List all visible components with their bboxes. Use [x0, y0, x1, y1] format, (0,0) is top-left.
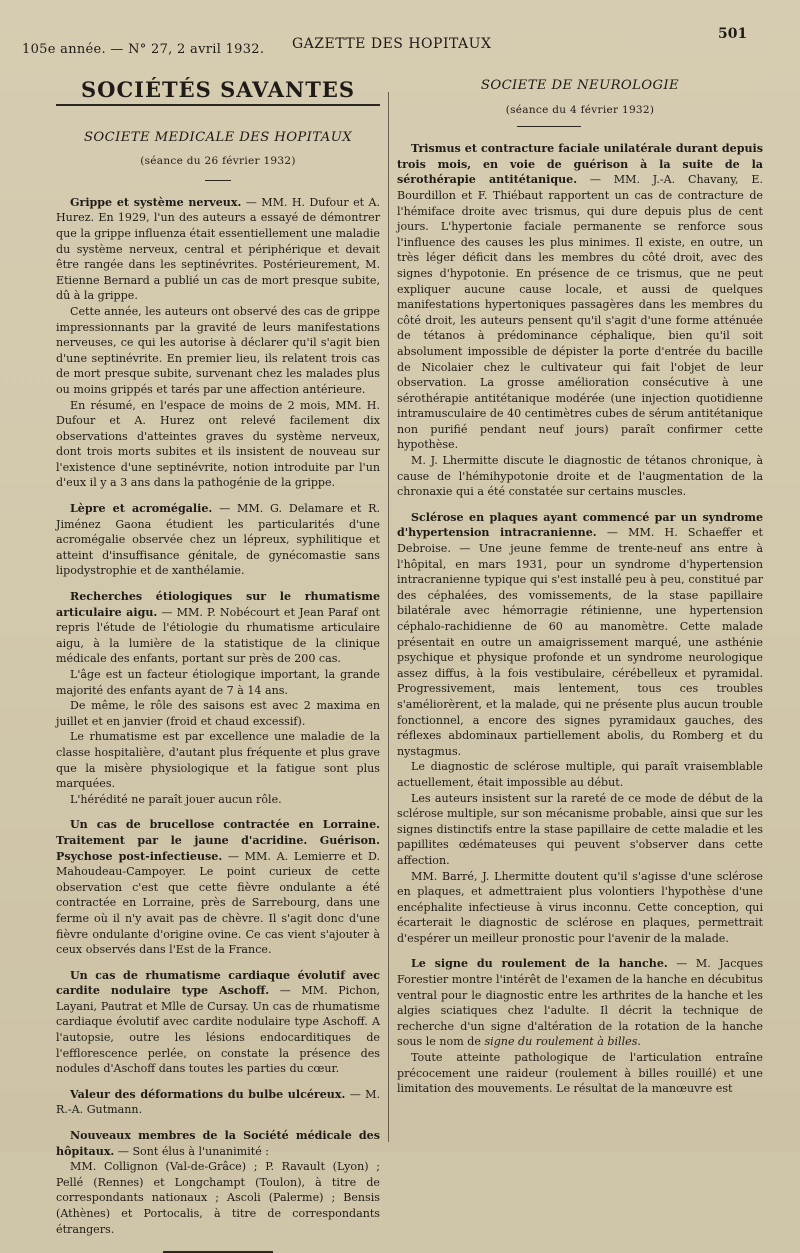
- article-text: — Sont élus à l'unanimité :: [117, 1144, 270, 1158]
- paragraph: Toute atteinte pathologique de l'articulation entraîne précocement une raideur (roulement à billes rouillé) et une limitation des mouvements. Le résultat de la manœuvre est: [397, 1051, 763, 1096]
- paragraph: Le diagnostic de sclérose multiple, qui paraît vraisemblable actuellement, était impossible au début.: [397, 760, 763, 789]
- paragraph: Les auteurs insistent sur la rareté de ce mode de début de la sclérose multiple, sur son mécanisme probable, ainsi que sur les signes distinctifs entre la stase papillaire de cette maladie et les papillites œdémateuses qui peuvent s'observer dans cette affection.: [397, 791, 763, 867]
- article-title: Recherches étiologiques sur le rhumatisme articulaire aigu.: [56, 590, 380, 619]
- paragraph: De même, le rôle des saisons est avec 2 maxima en juillet et en janvier (froid et chaud excessif).: [56, 699, 380, 728]
- article-title: Grippe et système nerveux.: [70, 195, 242, 209]
- paragraph: MM. Barré, J. Lhermitte doutent qu'il s'agisse d'une sclérose en plaques, et admettraient plus volontiers l'hypothèse d'une encéphalite infectieuse à virus inconnu. Cette conception, qui écarterait le diagnostic de sclérose en plaques, permettrait d'espérer un meilleur pronostic pour l'avenir de la malade.: [397, 869, 763, 945]
- article-rhumatisme: [56, 589, 380, 807]
- article-bulbe: [56, 1087, 380, 1118]
- paragraph: Le rhumatisme est par excellence une maladie de la classe hospitalière, d'autant plus fréquente et plus grave que la misère physiologique et la fatigue sont plus marquées.: [56, 730, 380, 791]
- right-column: [397, 78, 763, 1097]
- article-brucellose: [56, 817, 380, 957]
- article-text: — M. Jacques Forestier montre l'intérêt de l'examen de la hanche en décubitus ventral pour le diagnostic entre les arthrites de la hanche et les algies sciatiques chez l'adulte. Il décrit la technique de recherche d'un signe d'altération de la rotation de la hanche sous le nom de: [397, 957, 764, 1049]
- paragraph: Cette année, les auteurs ont observé des cas de grippe impressionnants par la gravité de leurs manifestations nerveuses, ce qui les autorise à déclarer qu'il s'agit bien d'une septinévrite. En premier lieu, ils relatent trois cas de mort presque subite, survenant chez les malades plus ou moins grippés et tarés par une affection antérieure.: [56, 304, 380, 396]
- article-title: Sclérose en plaques ayant commencé par un syndrome d'hypertension intracranienne.: [397, 510, 763, 540]
- article-text: — MM. Pichon, Layani, Pautrat et Mlle de Cursay. Un cas de rhumatisme cardiaque évolutif avec cardite nodulaire type Aschoff. A l'autopsie, outre les lésions endocarditiques de l'efflorescence perlée, on constate la présence des nodules d'Aschoff dans toutes les parties du cœur.: [56, 984, 380, 1076]
- article-text: — MM. H. Schaeffer et Debroise. — Une jeune femme de trente-neuf ans entre à l'hôpital, en mars 1931, pour un syndrome d'hypertension intracranienne typique qui s'est installé peu à peu, constitué par des céphalées, des vomissements, de la stase papillaire bilatérale avec hémorragie rétinienne, une hypertension céphalo-rachidienne de 60 au manomètre. Cette malade présentait en outre un amaigrissement marqué, une asthénie psychique et physique profonde et un syndrome neurologique assez diffus, à la fois vestibulaire, cérébelleux et pyramidal. Progressivement, mais lentement, tous ces troubles s'améliorèrent, et la malade, qui ne présente plus aucun trouble fonctionnel, a encore des signes pyramidaux gauches, des réflexes abdominaux partiellement abolis, du Romberg et du nystagmus.: [397, 526, 763, 758]
- paragraph: M. J. Lhermitte discute le diagnostic de tétanos chronique, à cause de l'hémihypotonie droite et de l'augmentation de la chronaxie qui a été constatée sur certains muscles.: [397, 454, 763, 499]
- session-date: (séance du 4 février 1932): [505, 103, 655, 116]
- left-column: [56, 78, 380, 1253]
- page-number: 501: [718, 26, 748, 42]
- article-text: — MM. J.-A. Chavany, E. Bourdillon et F. Thiébaut rapportent un cas de contracture de l'hémiface droite avec trismus, qui dure depuis plus de cent jours. L'hypertonie faciale permanente se renforce sous l'influence des causes les plus minimes. Il existe, en outre, un très léger déficit dans les membres du côté droit, avec des signes d'hypotonie. En présence de ce trismus, que ne peut expliquer aucune cause locale, et aussi de quelques manifestations hypertoniques passagères dans les membres du côté droit, les auteurs pensent qu'il s'agit d'une forme atténuée de tétanos à prédominance céphalique, bien qu'il soit absolument impossible de dépister la porte d'entrée du bacille de Nicolaier chez le cultivateur qui fait l'objet de leur observation. La grosse amélioration consécutive à une sérothérapie antitétanique modérée (une injection quotidienne intramusculaire de 40 centimètres cubes de sérum antitétanique non purifié pendant neuf jours) paraît confirmer cette hypothèse.: [397, 173, 763, 452]
- article-emphasis: signe du roulement à billes.: [484, 1035, 641, 1049]
- article-title: Le signe du roulement de la hanche.: [411, 957, 668, 971]
- session-date: (séance du 26 février 1932): [140, 155, 296, 168]
- article-text: — M. R.-A. Gutmann.: [56, 1087, 380, 1117]
- article-trismus: [397, 141, 763, 500]
- paragraph: L'âge est un facteur étiologique important, la grande majorité des enfants ayant de 7 à 14 ans.: [56, 668, 380, 697]
- running-header: [0, 26, 800, 60]
- article-title: Nouveaux membres de la Société médicale des hôpitaux.: [56, 1129, 380, 1158]
- article-text: — MM. P. Nobécourt et Jean Paraf ont repris l'étude de l'étiologie du rhumatisme articulaire aigu, à la lumière de la statistique de la clinique médicale des enfants, portant sur près de 200 cas.: [56, 605, 380, 666]
- society-title: SOCIETE MEDICALE DES HOPITAUX: [83, 129, 352, 145]
- article-sclerose: [397, 510, 763, 947]
- paragraph: MM. Collignon (Val-de-Grâce) ; P. Ravault (Lyon) ; Pellé (Rennes) et Longchampt (Toulon), à titre de correspondants nationaux ; Ascoli (Palerme) ; Bensis (Athènes) et Portocalis, à titre de correspondants étrangers.: [56, 1160, 380, 1236]
- article-title: Lèpre et acromégalie.: [70, 502, 213, 516]
- article-authors: — MM. H. Dufour et A. Hurez.: [56, 195, 380, 225]
- article-title: Un cas de brucellose contractée en Lorraine. Traitement par le jaune d'acridine. Guérison. Psychose post-infectieuse.: [56, 818, 380, 863]
- article-roulement-hanche: [397, 956, 763, 1096]
- article-aschoff: [56, 968, 380, 1077]
- article-text: — MM. A. Lemierre et D. Mahoudeau-Campoyer. Le point curieux de cette observation c'est que cette fièvre ondulante a été contractée en Lorraine, près de Sarrebourg, dans une ferme où il n'y avait pas de chèvre. Il s'agit donc d'une fièvre ondulante d'origine ovine. Ce cas vient s'ajouter à ceux observés dans l'Est de la France.: [56, 849, 381, 957]
- article-title: Trismus et contracture faciale unilatérale durant depuis trois mois, en voie de guérison à la suite de la sérothérapie antitétanique.: [397, 142, 763, 187]
- paragraph: En résumé, en l'espace de moins de 2 mois, MM. H. Dufour et A. Hurez ont relevé facilement dix observations d'atteintes graves du système nerveux, dont trois morts subites et ils insistent de nouveau sur l'existence d'une septinévrite, notion introduite par l'un d'eux il y a 3 ans dans la pathogénie de la grippe.: [56, 398, 380, 490]
- article-grippe: [56, 195, 380, 491]
- paragraph: L'hérédité ne paraît jouer aucun rôle.: [70, 792, 282, 806]
- article-lepre: [56, 501, 380, 579]
- section-title: SOCIÉTÉS SAVANTES: [56, 82, 380, 106]
- short-rule: [517, 126, 581, 127]
- issue-line: 105e année. — N° 27, 2 avril 1932.: [22, 42, 265, 57]
- short-rule: [205, 180, 231, 181]
- journal-name: GAZETTE DES HOPITAUX: [292, 36, 492, 52]
- column-divider: [388, 92, 389, 1142]
- article-text: — MM. G. Delamare et R. Jiménez Gaona étudient les particularités d'une acromégalie observée chez un lépreux, syphilitique et atteint d'insuffisance génitale, de gynécomastie sans lipodystrophie et de xanthélamie.: [56, 502, 380, 578]
- article-title: Valeur des déformations du bulbe ulcéreux.: [70, 1087, 346, 1101]
- society-title: SOCIETE DE NEUROLOGIE: [480, 78, 680, 93]
- article-nouveaux-membres: [56, 1128, 380, 1237]
- article-text: En 1929, l'un des auteurs a essayé de démontrer que la grippe influenza était essentiellement une maladie du système nerveux, central et périphérique et devait être rangée dans les septinévrites. Postérieurement, M. Etienne Bernard a publié un cas de mort presque subite, dû à la grippe.: [56, 211, 381, 303]
- article-title: Un cas de rhumatisme cardiaque évolutif avec cardite nodulaire type Aschoff.: [56, 968, 380, 998]
